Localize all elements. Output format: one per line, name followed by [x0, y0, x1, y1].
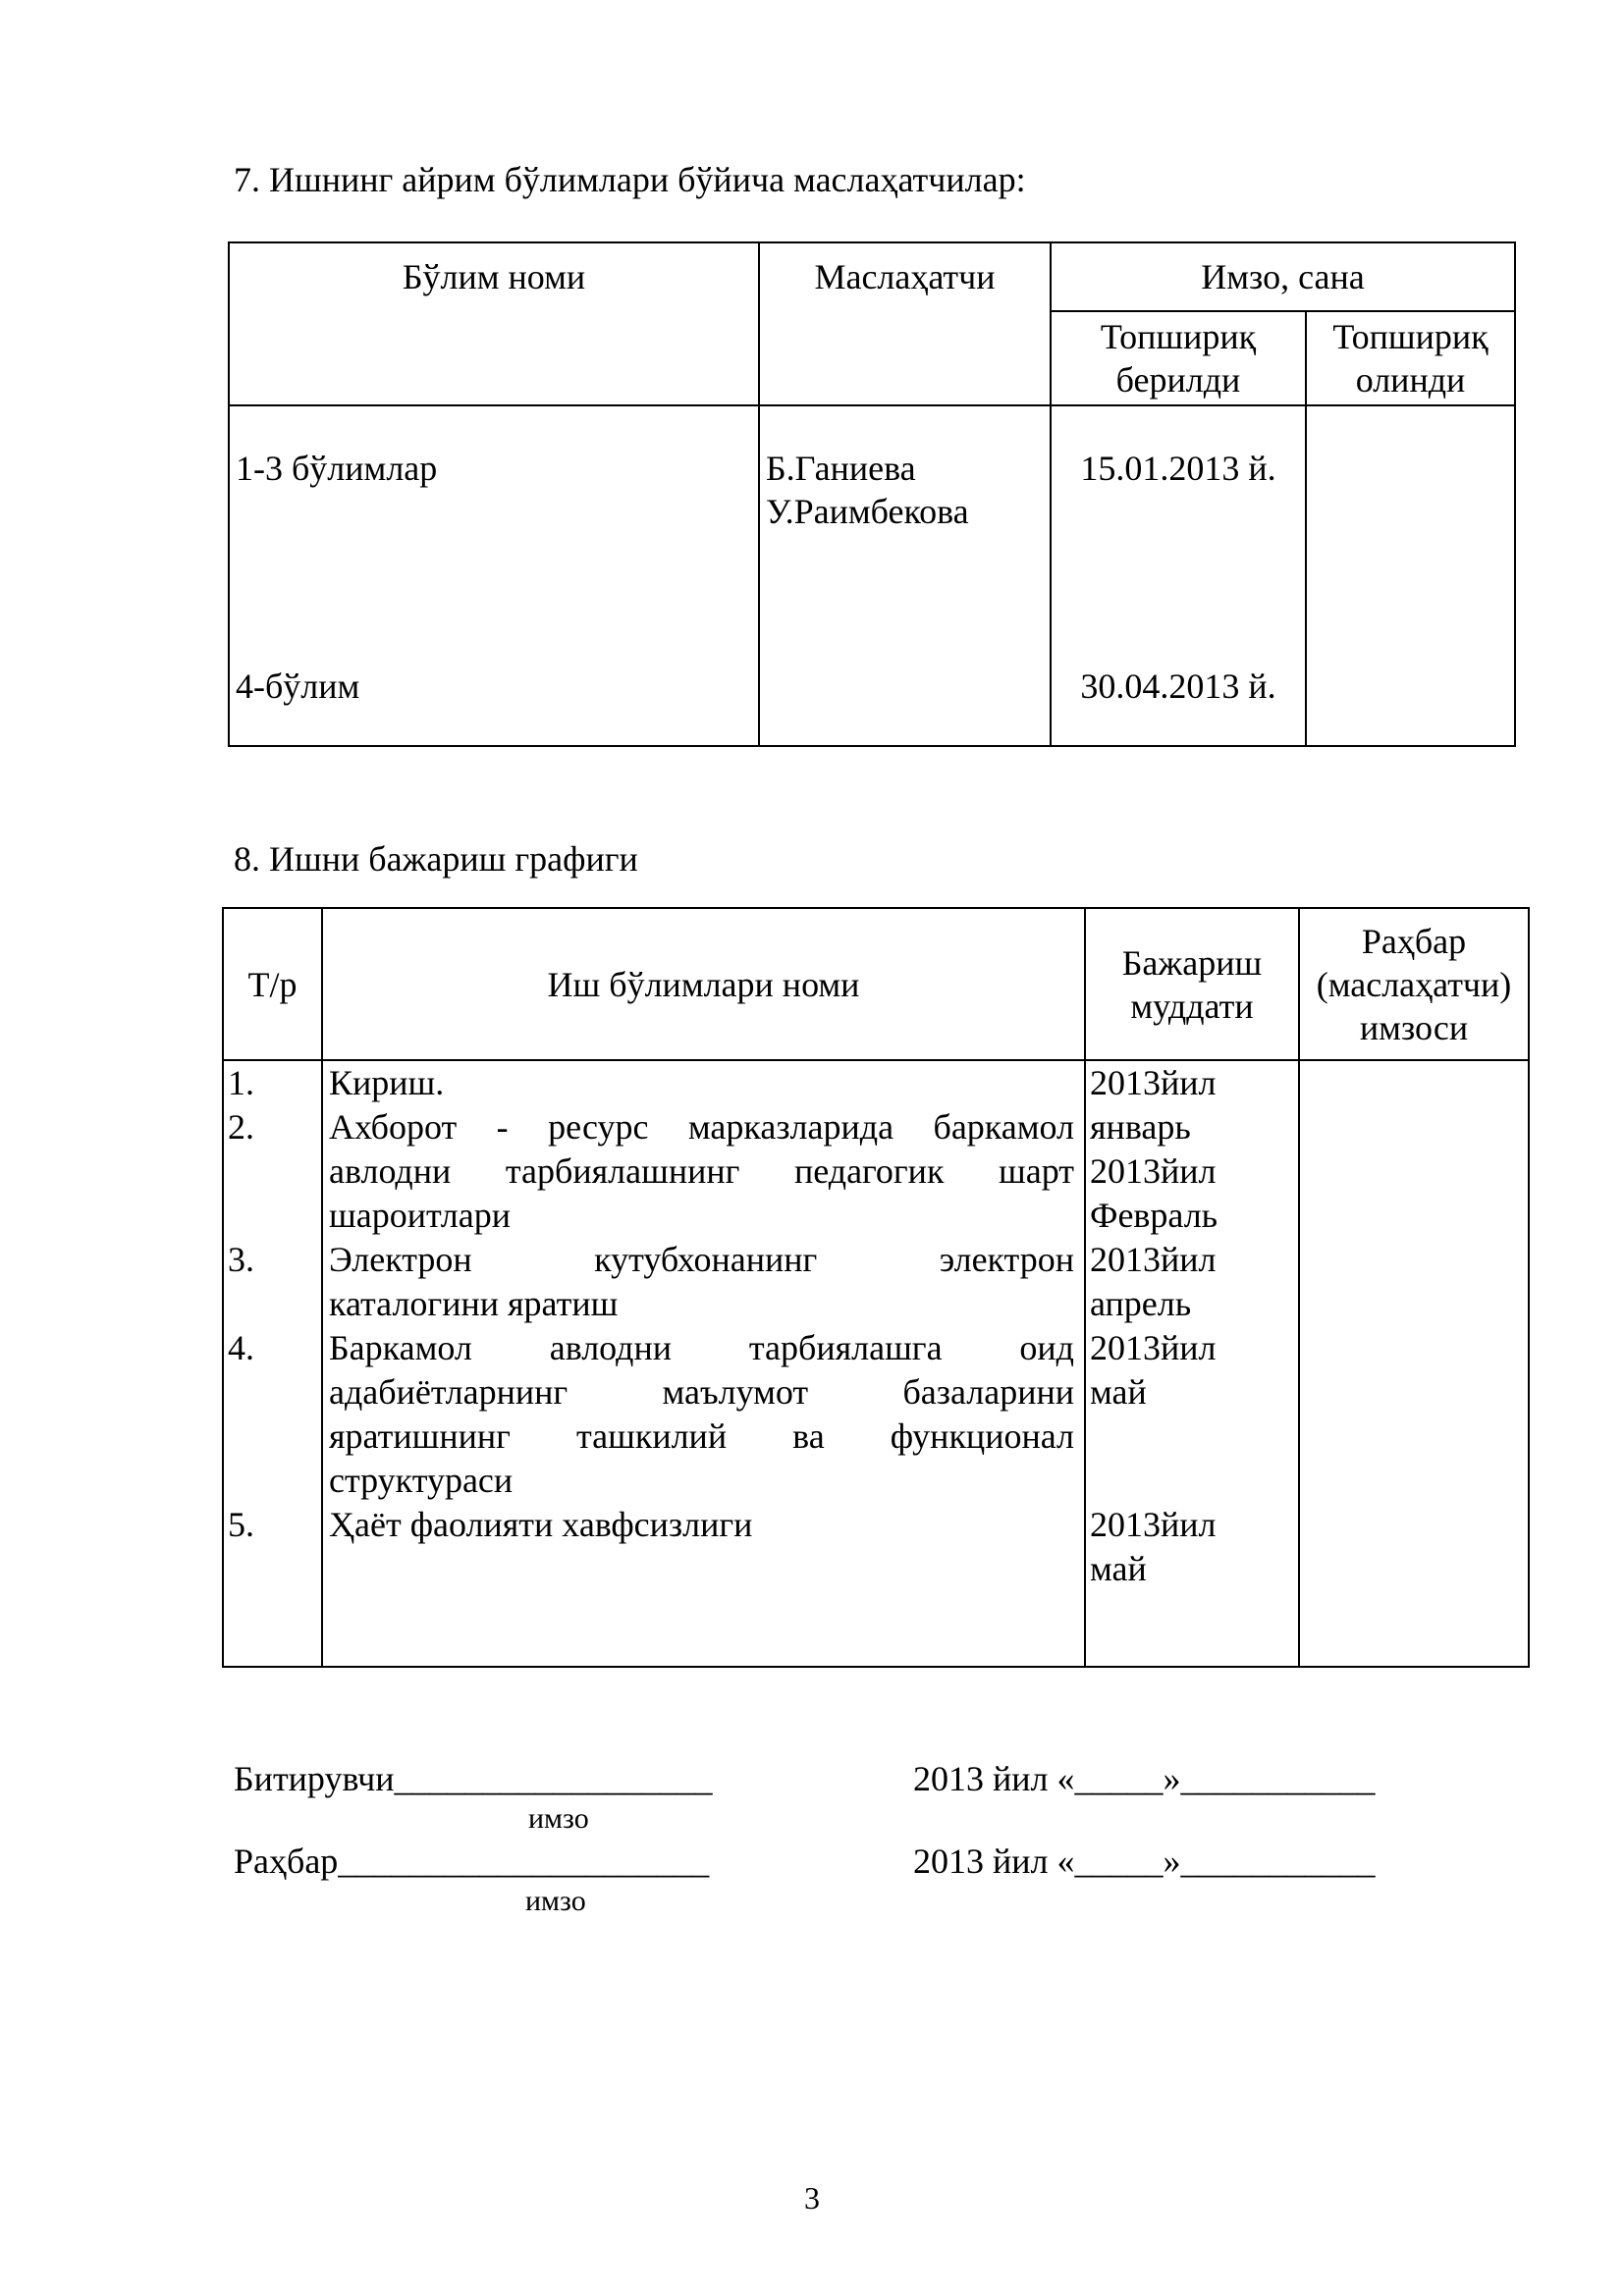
item-number: 4.	[228, 1328, 254, 1367]
item-deadline: май	[1090, 1372, 1147, 1412]
graduate-signature-caption: имзо	[528, 1802, 589, 1835]
consultant-cell	[759, 405, 1051, 746]
item-deadline: 2013йил	[1090, 1063, 1217, 1102]
received-date-cell	[1306, 405, 1515, 746]
supervisor-signature-line: Раҳбар_____________________	[234, 1842, 710, 1881]
item-name: структураси	[329, 1461, 514, 1500]
given-date-cell	[1051, 405, 1306, 746]
item-name: Кириш.	[329, 1063, 445, 1102]
item-deadline: 2013йил	[1090, 1505, 1217, 1544]
consultants-table	[228, 241, 1516, 747]
col-name-header: Иш бўлимлари номи	[322, 908, 1085, 1060]
col-deadline-header: Бажариш муддати	[1085, 908, 1299, 1060]
item-deadline: январь	[1090, 1107, 1191, 1147]
page-number: 3	[804, 2180, 820, 2216]
item-number: 2.	[228, 1107, 254, 1147]
col-sign-date-header: Имзо, сана	[1051, 242, 1515, 311]
numbers-cell	[223, 1060, 322, 1667]
consultant-name-2: У.Раимбекова	[766, 492, 969, 531]
item-deadline: 2013йил	[1090, 1240, 1217, 1279]
item-deadline: 2013йил	[1090, 1328, 1217, 1367]
col-received-header: Топшириқ олинди	[1306, 311, 1515, 405]
item-name: яратишнинг ташкилий ва функционал	[329, 1416, 1074, 1456]
given-date-1: 15.01.2013 й.	[1080, 449, 1276, 488]
item-number: 5.	[228, 1505, 254, 1544]
item-deadline: Февраль	[1090, 1196, 1218, 1235]
consultant-name-1: Б.Ганиева	[766, 449, 916, 488]
item-deadline: май	[1090, 1549, 1147, 1588]
item-name: авлодни тарбиялашнинг педагогик шарт	[329, 1151, 1074, 1191]
section-row-2: 4-бўлим	[236, 667, 360, 706]
section7-heading: 7. Ишнинг айрим бўлимлари бўйича маслаҳатчилар:	[234, 160, 1026, 199]
item-name: Электрон кутубхонанинг электрон	[329, 1240, 1074, 1279]
col-given-header: Топшириқ берилди	[1051, 311, 1306, 405]
graduate-signature-line: Битирувчи__________________	[234, 1759, 713, 1798]
schedule-table	[222, 907, 1530, 1668]
supervisor-signature-caption: имзо	[525, 1885, 586, 1917]
names-cell	[322, 1060, 1085, 1667]
item-name: Баркамол авлодни тарбиялашга оид	[329, 1328, 1074, 1367]
item-name: каталогини яратиш	[329, 1284, 619, 1323]
item-name: адабиётларнинг маълумот базаларини	[329, 1372, 1074, 1412]
deadlines-cell	[1085, 1060, 1299, 1667]
item-name: Ҳаёт фаолияти хавфсизлиги	[329, 1505, 753, 1544]
item-number: 3.	[228, 1240, 254, 1279]
item-deadline: 2013йил	[1090, 1151, 1217, 1191]
item-number: 1.	[228, 1063, 254, 1102]
item-name: шароитлари	[329, 1196, 512, 1235]
given-date-2: 30.04.2013 й.	[1080, 667, 1276, 706]
section-row-1: 1-3 бўлимлар	[236, 449, 438, 488]
signatures-cell	[1299, 1060, 1529, 1667]
section-cell	[229, 405, 759, 746]
col-no-header: Т/р	[223, 908, 322, 1060]
item-name: Ахборот - ресурс марказларида баркамол	[329, 1107, 1074, 1147]
col-signature-header: Раҳбар (маслаҳатчи) имзоси	[1299, 908, 1529, 1060]
col-consultant-header: Маслаҳатчи	[759, 242, 1051, 405]
col-section-header: Бўлим номи	[229, 242, 759, 405]
graduate-date-line: 2013 йил «_____»___________	[913, 1759, 1376, 1798]
section8-heading: 8. Ишни бажариш графиги	[234, 839, 638, 879]
item-deadline: апрель	[1090, 1284, 1192, 1323]
supervisor-date-line: 2013 йил «_____»___________	[913, 1842, 1376, 1881]
